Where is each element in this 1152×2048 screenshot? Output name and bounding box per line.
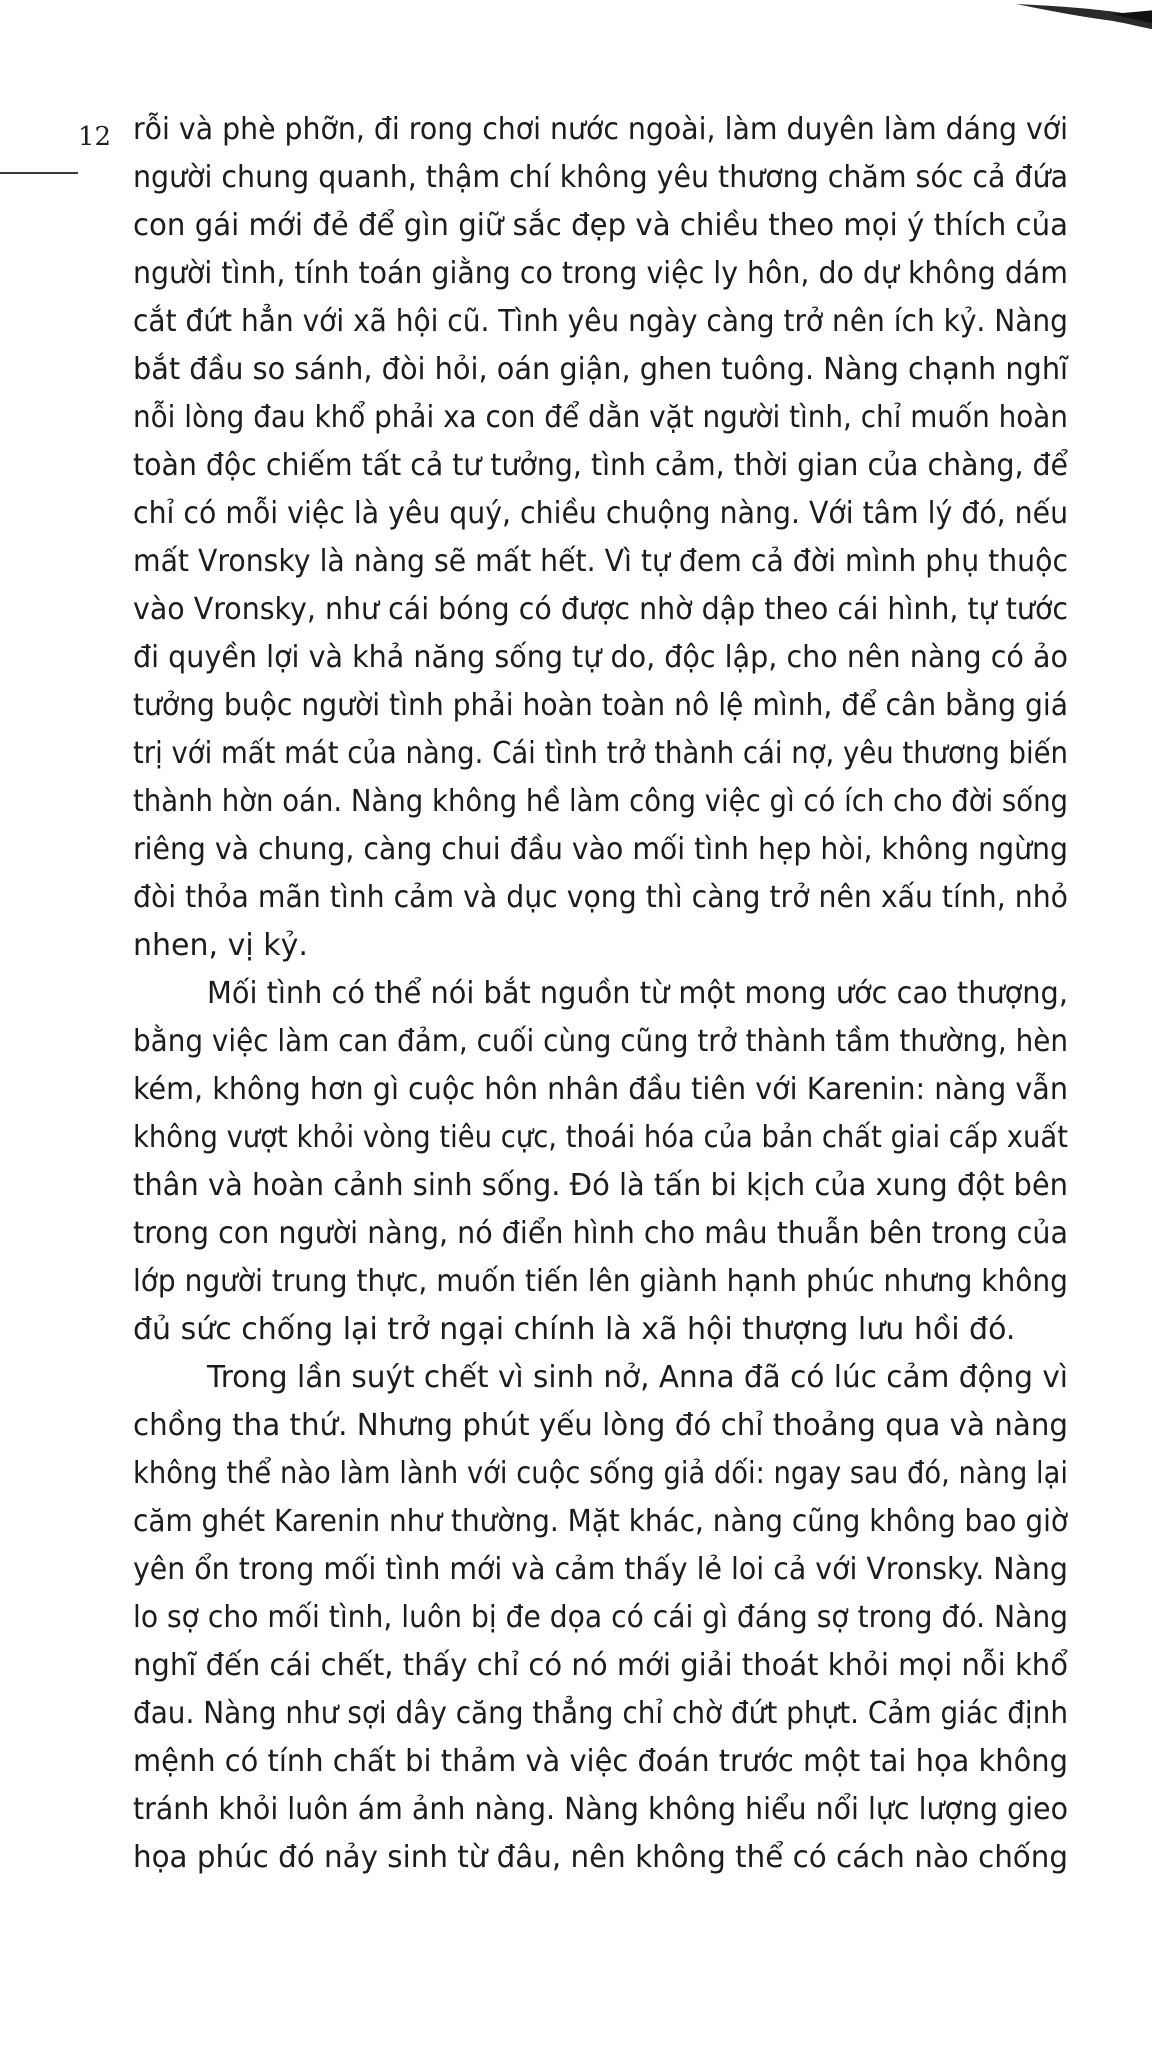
text-line: đau. Nàng như sợi dây căng thẳng chỉ chờ đứt phựt. Cảm giác định xyxy=(133,1696,1069,1731)
text-line: đủ sức chống lại trở ngại chính là xã hội thượng lưu hồi đó. xyxy=(133,1312,1016,1347)
text-line: không vượt khỏi vòng tiêu cực, thoái hóa của bản chất giai cấp xuất xyxy=(133,1120,1069,1155)
text-line: yên ổn trong mối tình mới và cảm thấy lẻ loi cả với Vronsky. Nàng xyxy=(133,1552,1068,1587)
text-line: riêng và chung, càng chui đầu vào mối tình hẹp hòi, không ngừng xyxy=(133,832,1068,867)
text-line: mệnh có tính chất bi thảm và việc đoán trước một tai họa không xyxy=(133,1744,1068,1779)
text-line: đi quyền lợi và khả năng sống tự do, độc lập, cho nên nàng có ảo xyxy=(133,640,1069,675)
text-line: nghĩ đến cái chết, thấy chỉ có nó mới giải thoát khỏi mọi nỗi khổ xyxy=(133,1648,1068,1683)
text-line: Mối tình có thể nói bắt nguồn từ một mong ước cao thượng, xyxy=(207,976,1068,1011)
margin-rule xyxy=(0,172,78,174)
text-line: mất Vronsky là nàng sẽ mất hết. Vì tự đem cả đời mình phụ thuộc xyxy=(133,544,1069,579)
text-line: cắt đứt hẳn với xã hội cũ. Tình yêu ngày càng trở nên ích kỷ. Nàng xyxy=(133,304,1068,339)
text-line: nỗi lòng đau khổ phải xa con để dằn vặt người tình, chỉ muốn hoàn xyxy=(133,400,1068,435)
text-line: chồng tha thứ. Nhưng phút yếu lòng đó chỉ thoảng qua và nàng xyxy=(133,1408,1069,1443)
text-line: trong con người nàng, nó điển hình cho mâu thuẫn bên trong của xyxy=(133,1216,1068,1251)
text-line: căm ghét Karenin như thường. Mặt khác, nàng cũng không bao giờ xyxy=(133,1504,1068,1539)
page-number: 12 xyxy=(78,122,112,152)
text-line: chỉ có mỗi việc là yêu quý, chiều chuộng nàng. Với tâm lý đó, nếu xyxy=(133,496,1069,531)
corner-smudge xyxy=(1016,0,1152,36)
body-text xyxy=(133,106,1073,1882)
text-line: con gái mới đẻ để gìn giữ sắc đẹp và chiều theo mọi ý thích của xyxy=(133,208,1068,243)
text-line: người chung quanh, thậm chí không yêu thương chăm sóc cả đứa xyxy=(133,160,1069,195)
text-line: người tình, tính toán giằng co trong việc ly hôn, do dự không dám xyxy=(133,256,1068,291)
text-line: bằng việc làm can đảm, cuối cùng cũng trở thành tầm thường, hèn xyxy=(133,1024,1069,1059)
text-line: tránh khỏi luôn ám ảnh nàng. Nàng không hiểu nổi lực lượng gieo xyxy=(133,1792,1068,1827)
text-line: nhen, vị kỷ. xyxy=(133,928,308,963)
text-line: rỗi và phè phỡn, đi rong chơi nước ngoài, làm duyên làm dáng với xyxy=(133,112,1069,147)
text-line: tưởng buộc người tình phải hoàn toàn nô lệ mình, để cân bằng giá xyxy=(133,688,1069,723)
text-line: thành hờn oán. Nàng không hề làm công việc gì có ích cho đời sống xyxy=(133,784,1069,819)
text-line: lo sợ cho mối tình, luôn bị đe dọa có cái gì đáng sợ trong đó. Nàng xyxy=(133,1600,1069,1635)
text-line: bắt đầu so sánh, đòi hỏi, oán giận, ghen tuông. Nàng chạnh nghĩ xyxy=(133,352,1069,387)
text-line: vào Vronsky, như cái bóng có được nhờ dập theo cái hình, tự tước xyxy=(133,592,1069,627)
text-line: toàn độc chiếm tất cả tư tưởng, tình cảm, thời gian của chàng, để xyxy=(133,448,1069,483)
text-line: trị với mất mát của nàng. Cái tình trở thành cái nợ, yêu thương biến xyxy=(133,736,1068,771)
text-line: Trong lần suýt chết vì sinh nở, Anna đã có lúc cảm động vì xyxy=(207,1360,1069,1395)
text-line: họa phúc đó nảy sinh từ đâu, nên không thể có cách nào chống xyxy=(133,1840,1068,1875)
text-line: thân và hoàn cảnh sinh sống. Đó là tấn bi kịch của xung đột bên xyxy=(133,1168,1069,1203)
text-line: kém, không hơn gì cuộc hôn nhân đầu tiên với Karenin: nàng vẫn xyxy=(133,1072,1068,1107)
text-line: đòi thỏa mãn tình cảm và dục vọng thì càng trở nên xấu tính, nhỏ xyxy=(133,880,1068,915)
text-line: không thể nào làm lành với cuộc sống giả dối: ngay sau đó, nàng lại xyxy=(133,1456,1068,1491)
text-line: lớp người trung thực, muốn tiến lên giành hạnh phúc nhưng không xyxy=(133,1264,1068,1299)
